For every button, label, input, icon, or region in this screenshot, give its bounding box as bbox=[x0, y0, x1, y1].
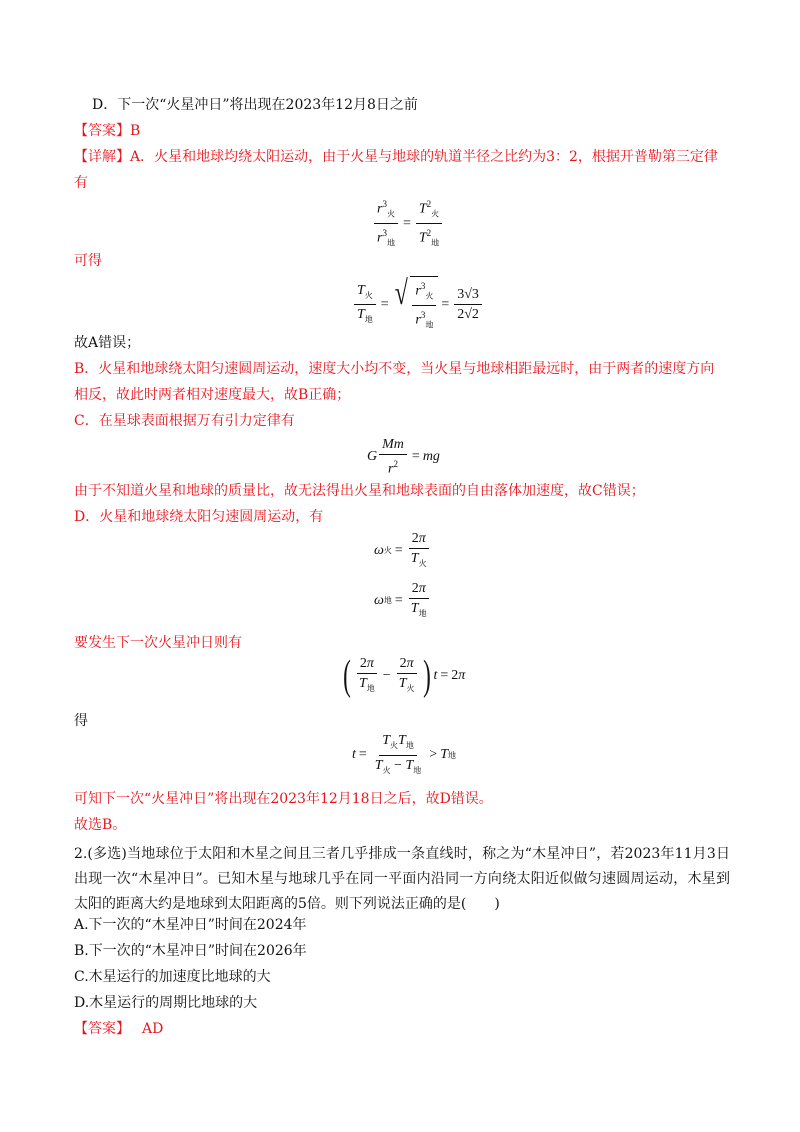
option-d-previous: D．下一次“火星冲日”将出现在2023年12月8日之前 bbox=[92, 97, 418, 113]
answer-1-value: B bbox=[130, 123, 141, 139]
answer-2-value: AD bbox=[142, 1021, 164, 1037]
period-ratio-result: $\frac{3√3}{2√2}$ bbox=[454, 286, 482, 323]
answer-1-label: 【答案】 bbox=[74, 123, 130, 139]
formula-omega-mars: ω 火 = $\frac{2\pi}{T_火}$ bbox=[374, 530, 432, 572]
detail-c-line-1: C．在星球表面根据万有引力定律有 bbox=[74, 413, 295, 429]
detail-a-intro bbox=[74, 148, 718, 166]
answer-2-label: 【答案】 bbox=[74, 1021, 130, 1037]
question-2-option-b: B.下一次的“木星冲日”时间在2026年 bbox=[74, 943, 307, 959]
detail-b-line-1: B．火星和地球绕太阳匀速圆周运动，速度大小均不变，当火星与地球相距最远时，由于两者的速度方向 bbox=[74, 361, 715, 377]
formula-gravity: G $\frac{Mm}{r^2}$ = mg bbox=[367, 437, 440, 477]
a-conclusion: 故A错误； bbox=[74, 335, 141, 351]
answer-1 bbox=[74, 122, 140, 140]
de: 得 bbox=[74, 713, 88, 729]
question-2-stem: 2.(多选)当地球位于太阳和木星之间且三者几乎排成一条直线时，称之为“木星冲日”，若2023年11月3日出现一次“木星冲日”。已知木星与地球几乎在同一平面内沿同一方向绕太阳近似做匀速圆周运动，木星到太阳的距离大约是地球到太阳距离的5倍。则下列说法正确的是( ) bbox=[74, 846, 730, 912]
question-2-option-d: D.木星运行的周期比地球的大 bbox=[74, 995, 258, 1011]
detail-d-line-1: D．火星和地球绕太阳匀速圆周运动，有 bbox=[74, 509, 324, 525]
detail-d-line-2: 要发生下一次火星冲日则有 bbox=[74, 635, 242, 651]
question-2-option-c: C.木星运行的加速度比地球的大 bbox=[74, 969, 271, 985]
detail-d-line-3: 可知下一次“火星冲日”将出现在2023年12月18日之后，故D错误。 bbox=[74, 791, 493, 807]
formula-time-result: t = $\frac{T_火T_地}{T_火 - T_地}$ > T 地 bbox=[352, 733, 456, 775]
detail-b-line-2: 相反，故此时两者相对速度最大，故B正确； bbox=[74, 387, 351, 403]
question-2-option-a: A.下一次的“木星冲日”时间在2024年 bbox=[74, 917, 307, 933]
kede-1: 可得 bbox=[74, 253, 102, 269]
choose-b: 故选B。 bbox=[74, 817, 127, 833]
detail-c-line-2: 由于不知道火星和地球的质量比，故无法得出火星和地球表面的自由落体加速度，故C错误； bbox=[74, 483, 645, 499]
answer-2 bbox=[74, 1020, 163, 1038]
formula-period-ratio: $\frac{T_火}{T_地}$ = √ $\frac{r^3_火}{r^3_地}$ = $\frac{3√3}{2√2}$ bbox=[352, 276, 484, 334]
formula-kepler-third-law: $\frac{r^3_火}{r^3_地}$ = $\frac{T^2_火}{T^2_地}$ bbox=[372, 196, 444, 252]
detail-label: 【详解】 bbox=[74, 149, 130, 165]
formula-omega-earth: ω 地 = $\frac{2\pi}{T_地}$ bbox=[374, 580, 432, 622]
formula-synodic-condition: ( $\frac{2\pi}{T_地}$ − $\frac{2\pi}{T_火}$ ) t = 2π bbox=[343, 653, 466, 699]
detail-a-intro-text: A．火星和地球均绕太阳运动，由于火星与地球的轨道半径之比约为3：2，根据开普勒第三定律 bbox=[130, 149, 718, 165]
detail-a-intro-2: 有 bbox=[74, 175, 88, 191]
